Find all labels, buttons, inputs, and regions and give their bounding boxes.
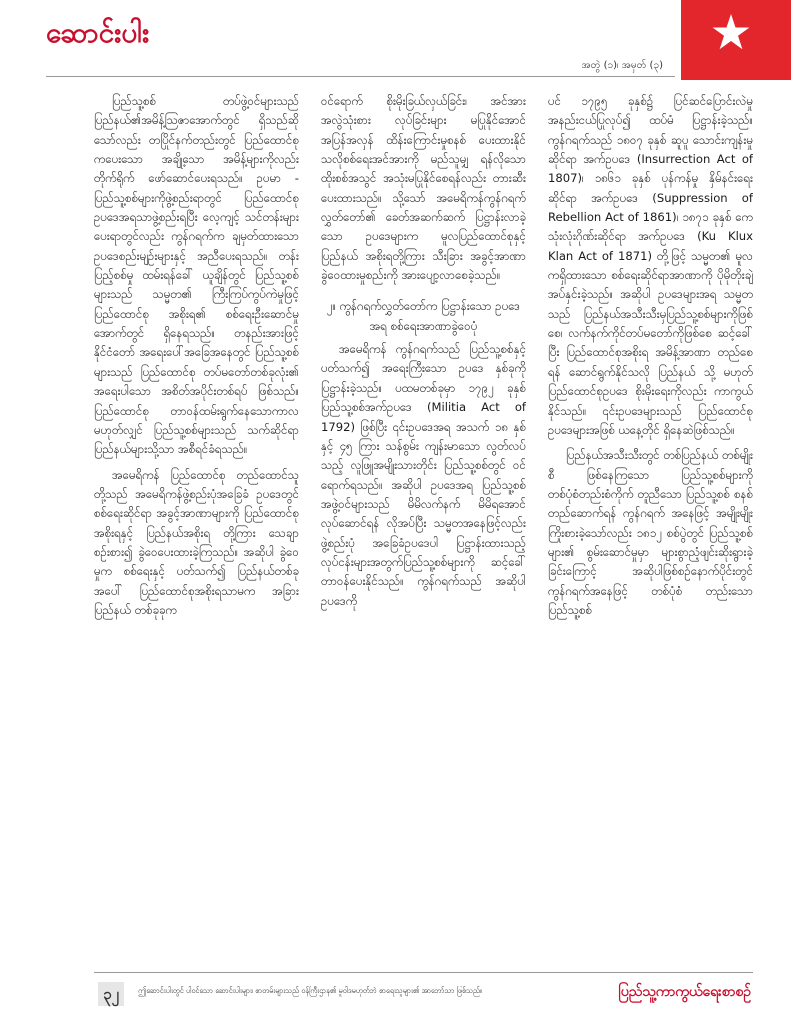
column-1 xyxy=(94,92,299,968)
paragraph: အမေရိကန် ပြည်ထောင်စု တည်ထောင်သူတို့သည် အမေရိကန်ဖွဲ့စည်းပုံအခြေခံ ဥပဒေတွင် စစ်ရေးဆိုင်ရာ အခွင့်အာဏာများကို ပြည်ထောင်စုအစိုးရနှင့် ပြည်နယ်အစိုးရ တို့ကြား သေချာစဉ်းစား၍ ခွဲဝေပေးထားခဲ့ကြသည်။ အဆိုပါ ခွဲဝေမှုက စစ်ရေးနှင့် ပတ်သက်၍ ပြည်နယ်တစ်ခုအပေါ် ပြည်ထောင်စုအစိုးရသာမက အခြားပြည်နယ် တစ်ခုခုက xyxy=(94,467,299,617)
page-header xyxy=(0,0,791,80)
header-divider xyxy=(46,76,675,77)
publication-title: ပြည်သူ့ကာကွယ်ရေးစာစဉ် xyxy=(618,984,751,1000)
page-footer xyxy=(0,968,791,1024)
issue-number: အတွဲ (၁)၊ အမှတ် (၃) xyxy=(581,60,663,71)
star-flag-icon xyxy=(681,0,791,80)
paragraph: ပြည်နယ်အသီးသီးတွင် တစ်ပြည်နယ် တစ်မျိုးစီ ဖြစ်နေကြသော ပြည်သူ့စစ်များကို တစ်ပုံစံတည်းစံကိုက် တူညီသော ပြည်သူ့စစ် စနစ်တည်ဆောက်ရန် ကွန်ဂရက် အနေဖြင့် အမျိုးမျိုးကြိုးစားခဲ့သော်လည်း ၁၈၁၂ စစ်ပွဲတွင် ပြည်သူ့စစ်များ၏ စွမ်းဆောင်မှုမှာ များစွာညံ့ဖျင်းဆိုးရွားခဲ့ခြင်းကြောင့် အဆိုပါဖြစ်စဉ်နောက်ပိုင်းတွင် ကွန်ဂရက်အနေဖြင့် တစ်ပုံစံ တည်းသော ပြည်သူ့စစ် xyxy=(548,448,753,617)
paragraph: ပင် ၁၇၉၅ ခုနှစ်၌ ပြင်ဆင်ပြောင်းလဲမှု အနည်းငယ်ပြုလုပ်၍ ထပ်မံ ပြဋ္ဌာန်းခဲ့သည်။ ကွန်ဂရက်သည် ၁၈၀၇ ခုနှစ် ဆူပူ သောင်းကျန်းမှုဆိုင်ရာ အက်ဥပဒေ (Insurrection Act of 1807)၊ ၁၈၆၁ ခုနှစ် ပုန်ကန်မှု နှိမ်နင်းရေး ဆိုင်ရာ အက်ဥပဒေ (Suppression of Rebellion Act of 1861)၊ ၁၈၇၁ ခုနှစ် ကေသုံးလုံးဂိုဏ်းဆိုင်ရာ အက်ဥပဒေ (Ku Klux Klan Act of 1871) တို့ဖြင့် သမ္မတ၏ မူလကရှိထားသော စစ်ရေးဆိုင်ရာအာဏာကို ပိုမိုတိုးချဲ့အပ်နှင်းခဲ့သည်။ အဆိုပါ ဥပဒေများအရ သမ္မတသည် ပြည်နယ်အသီးသီးမှပြည်သူ့စစ်များကိုဖြစ်စေ၊ လက်နက်ကိုင်တပ်မတော်ကိုဖြစ်စေ ဆင့်ခေါ်ပြီး ပြည်ထောင်စုအစိုးရ အမိန့်အာဏာ တည်စေရန် ဆောင်ရွက်နိုင်သလို ပြည်နယ် သို့ မဟုတ် ပြည်ထောင်စုဥပဒေ စိုးမိုးရေးကိုလည်း ကာကွယ်နိုင်သည်။ ၎င်းဥပဒေများသည် ပြည်ထောင်စု ဥပဒေများအဖြစ် ယနေ့တိုင် ရှိနေဆဲဖြစ်သည်။ xyxy=(548,94,753,437)
footer-divider xyxy=(94,972,753,973)
paragraph: ပြည်သူ့စစ် တပ်ဖွဲ့ဝင်များသည် ပြည်နယ်၏အမိန့်ဩဇာအောက်တွင် ရှိသည်ဆိုသော်လည်း တပြိုင်နက်တည်းတွင် ပြည်ထောင်စုကပေးသော အချို့သော အမိန့်များကိုလည်း တိုက်ရိုက် ဖော်ဆောင်ပေးရသည်။ ဥပမာ - ပြည်သူ့စစ်များကိုဖွဲ့စည်းရာတွင် ပြည်ထောင်စု ဥပဒေအရသာဖွဲ့စည်းရပြီး လေ့ကျင့် သင်တန်းများပေးရာတွင်လည်း ကွန်ဂရက်က ချမှတ်ထားသော ဥပဒေစည်းမျဉ်းများနှင့် အညီပေးရသည်။ တန်းပြည့်စစ်မှု ထမ်းရန်ခေါ် ယူချိန်တွင် ပြည်သူ့စစ်များသည် သမ္မတ၏ ကြီးကြပ်ကွပ်ကဲမှုဖြင့် ပြည်ထောင်စု အစိုးရ၏ စစ်ရေးဦးဆောင်မှု အောက်တွင် ရှိနေရသည်။ တနည်းအားဖြင့် နိုင်ငံတော် အရေးပေါ်အခြေအနေတွင် ပြည်သူ့စစ်များသည် ပြည်ထောင်စု တပ်မတော်တစ်ခုလုံး၏ အရေးပါသော အစိတ်အပိုင်းတစ်ရပ် ဖြစ်သည်။ ပြည်ထောင်စု တာဝန်ထမ်းရွက်နေသောကာလမဟုတ်လျှင် ပြည်သူ့စစ်များသည် သက်ဆိုင်ရာ ပြည်နယ်များသို့သာ အစီရင်ခံရသည်။ xyxy=(94,94,299,457)
column-3 xyxy=(548,92,753,968)
footer-disclaimer: ဤဆောင်းပါးတွင် ပါဝင်သော ဆောင်းပါးများ၊ စာတမ်းများသည် ဝန်ကြီးဌာန၏ မူဝါဒမဟုတ်ဘဲ စာရေးသူများ၏ အာဘော်သာ ဖြစ်သည်။ xyxy=(138,986,483,995)
column-2 xyxy=(321,92,526,968)
page-number: ၃၂ xyxy=(98,982,124,1006)
section-heading: ၂။ ကွန်ဂရက်လွှတ်တော်က ပြဋ္ဌာန်းသော ဥပဒေအရ စစ်ရေးအာဏာခွဲဝေပုံ xyxy=(326,299,521,333)
paragraph: ဝင်ရောက် စိုးမိုးခြယ်လှယ်ခြင်း၊ အင်အား အလွဲသုံးစား လုပ်ခြင်းများ မပြုနိုင်အောင် အပြန်အလှန် ထိန်းကြောင်းမှုစနစ် ပေးထားနိုင်သလိုစစ်ရေးအင်အားကို မည်သူမျှ ရန်လိုသော ထိုးစစ်အသွင် အသုံးမပြုနိုင်စေရန်လည်း တားဆီးပေးထားသည်။ သို့သော် အမေရိကန်ကွန်ဂရက် လွှတ်တော်၏ ခေတ်အဆက်ဆက် ပြဋ္ဌာန်းလာခဲ့သော ဥပဒေများက မူလပြည်ထောင်စုနှင့် ပြည်နယ် အစိုးရတို့ကြား သီးခြား အခွင့်အာဏာ ခွဲဝေထားမှုစည်းကို အားပျော့လာစေခဲ့သည်။ xyxy=(321,94,526,283)
section-brand: ဆောင်းပါး xyxy=(46,16,150,49)
article-body xyxy=(94,92,754,968)
paragraph: အမေရိကန် ကွန်ဂရက်သည် ပြည်သူ့စစ်နှင့်ပတ်သက်၍ အရေးကြီးသော ဥပဒေ နှစ်ခုကို ပြဋ္ဌာန်းခဲ့သည်။ ပထမတစ်ခုမှာ ၁၇၉၂ ခုနှစ် ပြည်သူ့စစ်အက်ဥပဒေ (Militia Act of 1792) ဖြစ်ပြီး ၎င်းဥပဒေအရ အသက် ၁၈ နှစ်နှင့် ၄၅ ကြား သန်စွမ်း ကျန်းမာသော လွတ်လပ်သည့် လူဖြူအမျိုးသားတိုင်း ပြည်သူ့စစ်တွင် ဝင်ရောက်ရသည်။ အဆိုပါ ဥပဒေအရ ပြည်သူ့စစ်အဖွဲ့ဝင်များသည် မိမိလက်နက် မိမိရအောင် လုပ်ဆောင်ရန် လိုအပ်ပြီး သမ္မတအနေဖြင့်လည်း ဖွဲ့စည်းပုံ အခြေခံဥပဒေပါ ပြဋ္ဌာန်းထားသည့်လုပ်ငန်းများအတွက်ပြည်သူ့စစ်များကို ဆင့်ခေါ် တာဝန်ပေးနိုင်သည်။ ကွန်ဂရက်သည် အဆိုပါ ဥပဒေကို xyxy=(321,342,526,608)
